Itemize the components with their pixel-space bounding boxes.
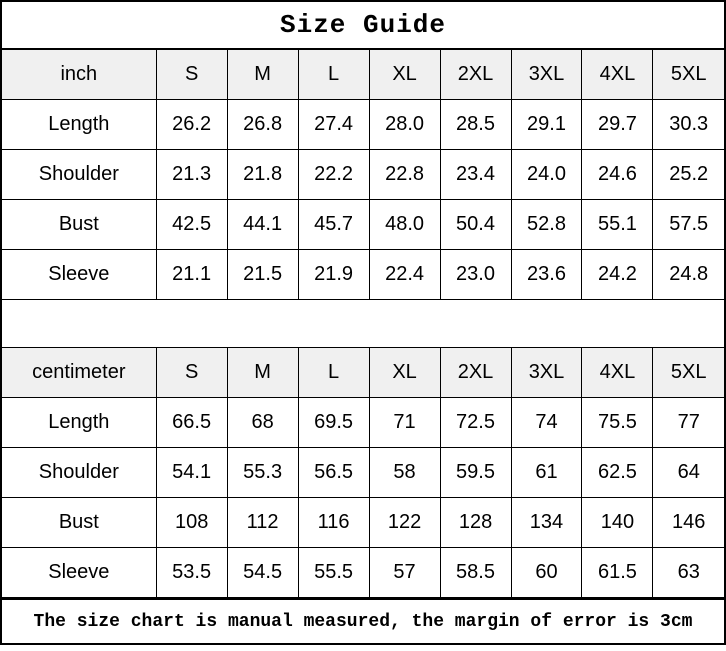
- value-cell: 28.5: [440, 100, 511, 150]
- table-row: [2, 100, 724, 150]
- value-cell: 21.5: [227, 250, 298, 300]
- table-row: [2, 448, 724, 498]
- unit-label-cell: inch: [2, 50, 156, 100]
- value-cell: 23.6: [511, 250, 582, 300]
- inch-size-table: [2, 49, 724, 300]
- value-cell: 42.5: [156, 200, 227, 250]
- value-cell: 146: [653, 498, 724, 548]
- table-row: [2, 548, 724, 598]
- size-header-cell: M: [227, 348, 298, 398]
- table-row: [2, 498, 724, 548]
- value-cell: 63: [653, 548, 724, 598]
- value-cell: 116: [298, 498, 369, 548]
- value-cell: 25.2: [653, 150, 724, 200]
- size-header-cell: 5XL: [653, 348, 724, 398]
- value-cell: 54.5: [227, 548, 298, 598]
- value-cell: 26.8: [227, 100, 298, 150]
- value-cell: 57: [369, 548, 440, 598]
- value-cell: 26.2: [156, 100, 227, 150]
- unit-label-cell: centimeter: [2, 348, 156, 398]
- value-cell: 22.4: [369, 250, 440, 300]
- size-header-cell: 2XL: [440, 50, 511, 100]
- value-cell: 21.9: [298, 250, 369, 300]
- value-cell: 30.3: [653, 100, 724, 150]
- value-cell: 58: [369, 448, 440, 498]
- value-cell: 24.0: [511, 150, 582, 200]
- size-header-cell: XL: [369, 348, 440, 398]
- value-cell: 134: [511, 498, 582, 548]
- size-header-cell: S: [156, 348, 227, 398]
- value-cell: 112: [227, 498, 298, 548]
- size-header-cell: 4XL: [582, 50, 653, 100]
- unit-header-row: [2, 50, 724, 100]
- row-label-cell: Bust: [2, 200, 156, 250]
- value-cell: 72.5: [440, 398, 511, 448]
- value-cell: 48.0: [369, 200, 440, 250]
- value-cell: 122: [369, 498, 440, 548]
- size-header-cell: 4XL: [582, 348, 653, 398]
- value-cell: 24.6: [582, 150, 653, 200]
- unit-header-row: [2, 348, 724, 398]
- value-cell: 61.5: [582, 548, 653, 598]
- value-cell: 29.7: [582, 100, 653, 150]
- row-label-cell: Length: [2, 398, 156, 448]
- size-header-cell: 3XL: [511, 50, 582, 100]
- value-cell: 54.1: [156, 448, 227, 498]
- value-cell: 75.5: [582, 398, 653, 448]
- row-label-cell: Shoulder: [2, 150, 156, 200]
- value-cell: 69.5: [298, 398, 369, 448]
- value-cell: 66.5: [156, 398, 227, 448]
- value-cell: 108: [156, 498, 227, 548]
- value-cell: 58.5: [440, 548, 511, 598]
- size-header-cell: L: [298, 348, 369, 398]
- value-cell: 57.5: [653, 200, 724, 250]
- value-cell: 52.8: [511, 200, 582, 250]
- table-row: [2, 150, 724, 200]
- value-cell: 24.2: [582, 250, 653, 300]
- value-cell: 128: [440, 498, 511, 548]
- value-cell: 29.1: [511, 100, 582, 150]
- size-header-cell: 2XL: [440, 348, 511, 398]
- value-cell: 44.1: [227, 200, 298, 250]
- value-cell: 71: [369, 398, 440, 448]
- size-header-cell: S: [156, 50, 227, 100]
- size-header-cell: 5XL: [653, 50, 724, 100]
- value-cell: 45.7: [298, 200, 369, 250]
- value-cell: 56.5: [298, 448, 369, 498]
- row-label-cell: Shoulder: [2, 448, 156, 498]
- value-cell: 23.0: [440, 250, 511, 300]
- value-cell: 55.5: [298, 548, 369, 598]
- size-header-cell: L: [298, 50, 369, 100]
- value-cell: 21.3: [156, 150, 227, 200]
- value-cell: 59.5: [440, 448, 511, 498]
- size-header-cell: 3XL: [511, 348, 582, 398]
- value-cell: 53.5: [156, 548, 227, 598]
- value-cell: 21.1: [156, 250, 227, 300]
- value-cell: 55.1: [582, 200, 653, 250]
- value-cell: 68: [227, 398, 298, 448]
- value-cell: 60: [511, 548, 582, 598]
- value-cell: 22.8: [369, 150, 440, 200]
- row-label-cell: Sleeve: [2, 548, 156, 598]
- table-gap: [2, 300, 724, 347]
- value-cell: 28.0: [369, 100, 440, 150]
- size-header-cell: XL: [369, 50, 440, 100]
- size-header-cell: M: [227, 50, 298, 100]
- value-cell: 50.4: [440, 200, 511, 250]
- value-cell: 64: [653, 448, 724, 498]
- centimeter-size-table: [2, 347, 724, 598]
- value-cell: 61: [511, 448, 582, 498]
- value-cell: 62.5: [582, 448, 653, 498]
- value-cell: 27.4: [298, 100, 369, 150]
- value-cell: 140: [582, 498, 653, 548]
- footer-note: The size chart is manual measured, the margin of error is 3cm: [2, 598, 724, 643]
- value-cell: 77: [653, 398, 724, 448]
- value-cell: 23.4: [440, 150, 511, 200]
- row-label-cell: Bust: [2, 498, 156, 548]
- value-cell: 55.3: [227, 448, 298, 498]
- table-row: [2, 200, 724, 250]
- table-row: [2, 250, 724, 300]
- value-cell: 74: [511, 398, 582, 448]
- value-cell: 22.2: [298, 150, 369, 200]
- value-cell: 21.8: [227, 150, 298, 200]
- row-label-cell: Sleeve: [2, 250, 156, 300]
- page-title: Size Guide: [2, 2, 724, 49]
- row-label-cell: Length: [2, 100, 156, 150]
- table-row: [2, 398, 724, 448]
- value-cell: 24.8: [653, 250, 724, 300]
